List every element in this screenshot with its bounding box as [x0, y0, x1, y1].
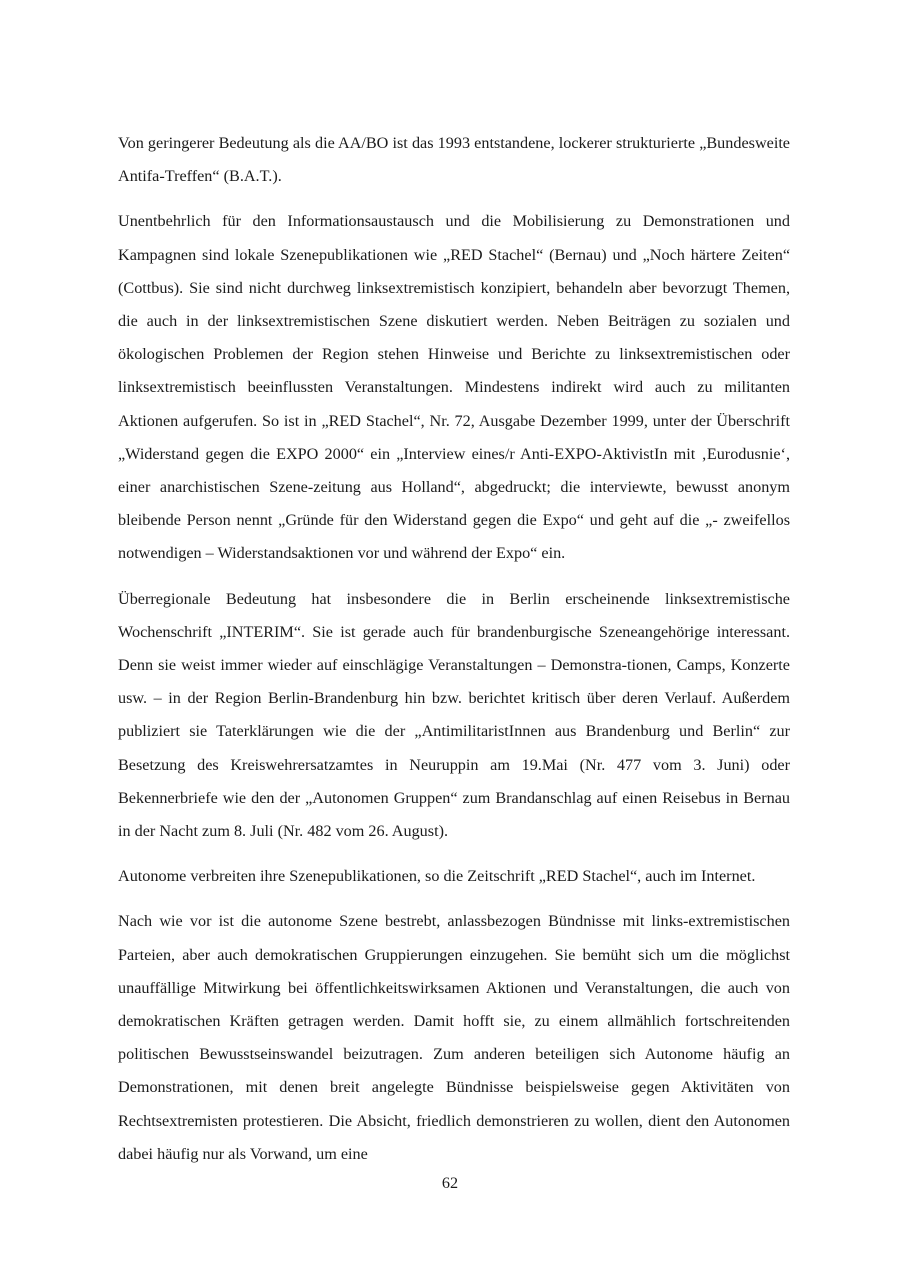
paragraph-internet: Autonome verbreiten ihre Szenepublikationen, so die Zeitschrift „RED Stachel“, auch im Internet. — [118, 867, 756, 886]
page-number: 62 — [441, 1174, 459, 1192]
paragraph-buendnisse: Nach wie vor ist die autonome Szene bestrebt, anlassbezogen Bündnisse mit links-extremistischen Parteien, aber auch demokratischen Gruppierungen einzugehen. Sie bemüht sich um die möglichst unauffällige Mitwirkung bei öffentlichkeitswirksamen Aktionen und Veranstaltungen, die auch von demokratischen Kräften getragen werden. Damit hofft sie, zu einem allmählich fortschreitenden politischen Bewusstseinswandel beizutragen. Zum anderen beteiligen sich Autonome häufig an Demonstrationen, mit denen breit angelegte Bündnisse beispielsweise gegen Aktivitäten von Rechtsextremisten protestieren. Die Absicht, friedlich demonstrieren zu wollen, dient den Autonomen dabei häufig nur als Vorwand, um eine — [118, 912, 790, 1163]
paragraph-szenepublikationen: Unentbehrlich für den Informationsaustausch und die Mobilisierung zu Demonstrationen und Kampagnen sind lokale Szenepublikationen wie „RED Stachel“ (Bernau) und „Noch härtere Zeiten“ (Cottbus). Sie sind nicht durchweg linksextremistisch konzipiert, behandeln aber bevorzugt Themen, die auch in der linksextremistischen Szene diskutiert werden. Neben Beiträgen zu sozialen und ökologischen Problemen der Region stehen Hinweise und Berichte zu linksextremistischen oder linksextremistisch beeinflussten Veranstaltungen. Mindestens indirekt wird auch zu militanten Aktionen aufgerufen. So ist in „RED Stachel“, Nr. 72, Ausgabe Dezember 1999, unter der Überschrift „Widerstand gegen die EXPO 2000“ ein „Interview eines/r Anti-EXPO-AktivistIn mit ‚Eurodusnie‘, einer anarchistischen Szene-zeitung aus Holland“, abgedruckt; die interviewte, bewusst anonym bleibende Person nennt „Gründe für den Widerstand gegen die Expo“ und geht auf die „- zweifellos notwendigen – Widerstandsaktionen vor und während der Expo“ ein. — [118, 212, 790, 563]
body-text — [118, 127, 790, 1183]
paragraph-interim: Überregionale Bedeutung hat insbesondere die in Berlin erscheinende linksextremistische Wochenschrift „INTERIM“. Sie ist gerade auch für brandenburgische Szeneangehörige interessant. Denn sie weist immer wieder auf einschlägige Veranstaltungen – Demonstra-tionen, Camps, Konzerte usw. – in der Region Berlin-Brandenburg hin bzw. berichtet kritisch über deren Verlauf. Außerdem publiziert sie Taterklärungen wie die der „AntimilitaristInnen aus Brandenburg und Berlin“ zur Besetzung des Kreiswehrersatzamtes in Neuruppin am 19.Mai (Nr. 477 vom 3. Juni) oder Bekennerbriefe wie den der „Autonomen Gruppen“ zum Brandanschlag auf einen Reisebus in Bernau in der Nacht zum 8. Juli (Nr. 482 vom 26. August). — [118, 589, 790, 841]
paragraph-bat: Von geringerer Bedeutung als die AA/BO ist das 1993 entstandene, lockerer strukturierte „Bundesweite Antifa-Treffen“ (B.A.T.). — [118, 134, 790, 186]
